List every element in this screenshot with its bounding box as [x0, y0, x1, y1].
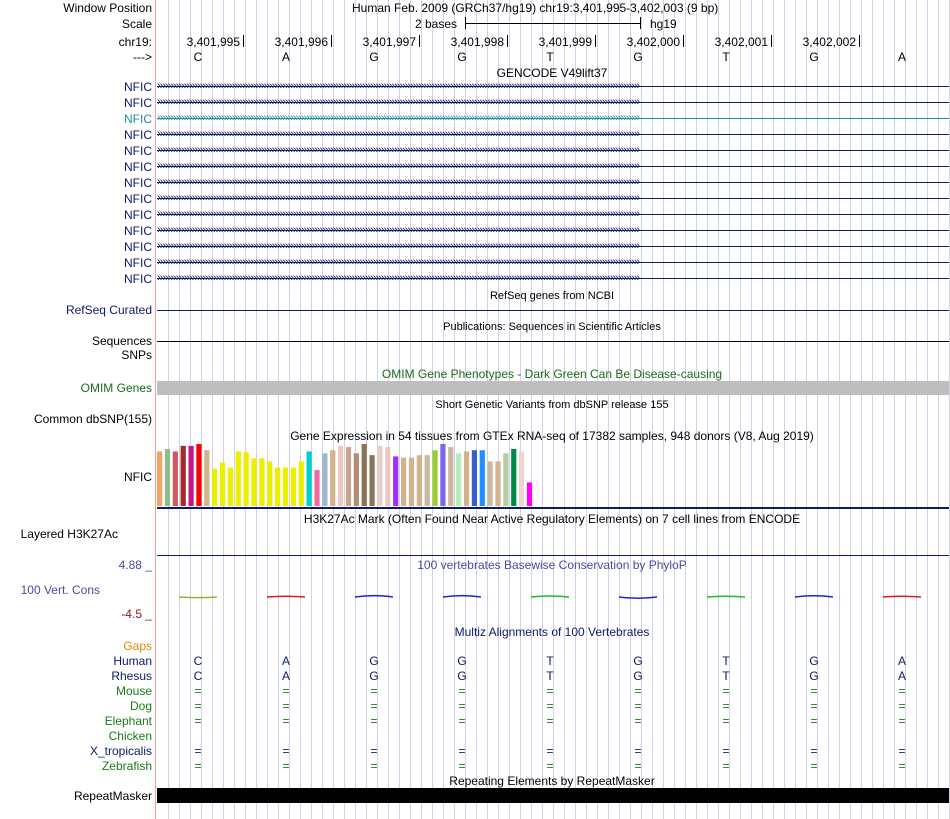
ruler-position-label: 3,401,996: [274, 35, 328, 49]
alignment-base: A: [897, 669, 906, 683]
alignment-base: T: [546, 654, 554, 668]
ruler-base: T: [722, 50, 730, 64]
gencode-strand-arrows[interactable]: ›››››››››››››››››››››››››››››››››››››››››››››››››››››››››››››››››››››››››››››››››››››››››››››››››››››››››››››››››››››››››››››››››››››››››››››››››››››››››››››››››››››››››››››››››››››: [157, 112, 640, 124]
alignment-base: =: [546, 699, 554, 713]
phylop-label[interactable]: 100 Vert. Cons: [20, 583, 100, 597]
alignment-base: T: [546, 669, 554, 683]
gencode-strand-arrows[interactable]: ›››››››››››››››››››››››››››››››››››››››››››››››››››››››››››››››››››››››››››››››››››››››››››››››››››››››››››››››››››››››››››››››››››››››››››››››››››››››››››››››››››››››››››››››››››››: [157, 256, 640, 268]
gtex-title: Gene Expression in 54 tissues from GTEx RNA-seq of 17382 samples, 948 donors (V8, Aug 2019): [290, 429, 814, 443]
strand-label: --->: [133, 50, 152, 64]
snps-label[interactable]: SNPs: [121, 348, 152, 362]
alignment-base: G: [457, 669, 467, 683]
h3k27ac-label[interactable]: Layered H3K27Ac: [20, 527, 118, 541]
refseq-title: RefSeq genes from NCBI: [489, 290, 615, 302]
alignment-base: =: [810, 744, 818, 758]
ruler-position-label: 3,401,999: [538, 35, 592, 49]
refseq-line: [157, 310, 949, 311]
gencode-gene-label[interactable]: NFIC: [124, 240, 152, 254]
alignment-base: =: [282, 744, 290, 758]
alignment-base: =: [634, 744, 642, 758]
alignment-base: =: [282, 759, 290, 773]
alignment-base: T: [722, 669, 730, 683]
ruler-tick: [683, 35, 684, 47]
ruler-base: G: [633, 50, 643, 64]
gencode-title: GENCODE V49lift37: [496, 66, 608, 80]
alignment-base: A: [281, 654, 290, 668]
alignment-base: =: [634, 759, 642, 773]
ruler-tick: [243, 35, 244, 47]
alignment-base: A: [897, 654, 906, 668]
scale-bar-right-tick: [640, 17, 641, 29]
alignment-base: =: [370, 744, 378, 758]
alignment-base: G: [633, 654, 643, 668]
alignment-base: =: [898, 714, 906, 728]
alignment-base: =: [458, 684, 466, 698]
alignment-base: =: [282, 699, 290, 713]
alignment-base: =: [722, 714, 730, 728]
species-label[interactable]: Zebrafish: [101, 759, 152, 773]
alignment-base: A: [281, 669, 290, 683]
gencode-strand-arrows[interactable]: ›››››››››››››››››››››››››››››››››››››››››››››››››››››››››››››››››››››››››››››››››››››››››››››››››››››››››››››››››››››››››››››››››››››››››››››››››››››››››››››››››››››››››››››››››››››: [157, 208, 640, 220]
alignment-base: =: [194, 714, 202, 728]
alignment-base: =: [458, 699, 466, 713]
gencode-gene-label[interactable]: NFIC: [124, 144, 152, 158]
species-label[interactable]: Rhesus: [111, 669, 152, 683]
alignment-base: =: [194, 744, 202, 758]
ruler-base: A: [281, 50, 290, 64]
species-label[interactable]: Chicken: [108, 729, 152, 743]
ruler-position-label: 3,401,998: [450, 35, 504, 49]
ruler-position-label: 3,402,002: [802, 35, 856, 49]
assembly-name: hg19: [650, 17, 677, 31]
publications-title: Publications: Sequences in Scientific Articles: [443, 321, 661, 333]
alignment-base: =: [898, 699, 906, 713]
alignment-base: G: [809, 669, 819, 683]
ruler-base: G: [369, 50, 379, 64]
gtex-label[interactable]: NFIC: [124, 470, 152, 484]
alignment-base: =: [634, 684, 642, 698]
gencode-gene-label[interactable]: NFIC: [124, 208, 152, 222]
species-label[interactable]: Elephant: [104, 714, 152, 728]
scale-bar-text: 2 bases: [415, 17, 458, 31]
ruler-base: C: [193, 50, 203, 64]
alignment-base: =: [282, 714, 290, 728]
alignment-base: =: [370, 714, 378, 728]
gencode-strand-arrows[interactable]: ›››››››››››››››››››››››››››››››››››››››››››››››››››››››››››››››››››››››››››››››››››››››››››››››››››››››››››››››››››››››››››››››››››››››››››››››››››››››››››››››››››››››››››››››››››››: [157, 224, 640, 236]
gencode-strand-arrows[interactable]: ›››››››››››››››››››››››››››››››››››››››››››››››››››››››››››››››››››››››››››››››››››››››››››››››››››››››››››››››››››››››››››››››››››››››››››››››››››››››››››››››››››››››››››››››››››››: [157, 128, 640, 140]
ruler-base: G: [809, 50, 819, 64]
alignment-base: =: [194, 759, 202, 773]
gencode-strand-arrows[interactable]: ›››››››››››››››››››››››››››››››››››››››››››››››››››››››››››››››››››››››››››››››››››››››››››››››››››››››››››››››››››››››››››››››››››››››››››››››››››››››››››››››››››››››››››››››››››››: [157, 192, 640, 204]
omim-label[interactable]: OMIM Genes: [80, 381, 152, 395]
species-label[interactable]: Dog: [129, 699, 152, 713]
alignment-base: =: [634, 714, 642, 728]
alignment-base: G: [369, 654, 379, 668]
window-position-label: Window Position: [63, 1, 152, 15]
phylop-title: 100 vertebrates Basewise Conservation by PhyloP: [417, 558, 687, 572]
alignment-base: =: [194, 699, 202, 713]
alignment-base: =: [722, 684, 730, 698]
alignment-base: C: [193, 669, 203, 683]
gtex-baseline: [157, 507, 949, 509]
scale-bar: [465, 23, 641, 24]
dbsnp-label[interactable]: Common dbSNP(155): [33, 412, 152, 426]
ruler-base: A: [897, 50, 906, 64]
ruler-position-label: 3,402,000: [626, 35, 680, 49]
alignment-base: =: [546, 684, 554, 698]
gencode-strand-arrows[interactable]: ›››››››››››››››››››››››››››››››››››››››››››››››››››››››››››››››››››››››››››››››››››››››››››››››››››››››››››››››››››››››››››››››››››››››››››››››››››››››››››››››››››››››››››››››››››››: [157, 240, 640, 252]
alignment-base: G: [369, 669, 379, 683]
alignment-base: =: [546, 714, 554, 728]
publications-line: [157, 341, 949, 342]
alignment-base: G: [809, 654, 819, 668]
gencode-gene-label[interactable]: NFIC: [124, 128, 152, 142]
ruler-position-label: 3,401,997: [362, 35, 416, 49]
alignment-base: G: [457, 654, 467, 668]
phylop-min-label: -4.5 _: [121, 607, 152, 621]
gencode-gene-label[interactable]: NFIC: [124, 256, 152, 270]
alignment-base: =: [634, 699, 642, 713]
ruler-tick: [331, 35, 332, 47]
gaps-label: Gaps: [123, 639, 152, 653]
alignment-base: =: [458, 759, 466, 773]
gencode-gene-label[interactable]: NFIC: [124, 80, 152, 94]
publications-label[interactable]: Sequences: [91, 334, 152, 348]
species-label[interactable]: Mouse: [115, 684, 152, 698]
alignment-base: =: [370, 684, 378, 698]
ruler-position-label: 3,402,001: [714, 35, 768, 49]
alignment-base: =: [810, 699, 818, 713]
gencode-gene-label[interactable]: NFIC: [124, 96, 152, 110]
alignment-base: =: [546, 759, 554, 773]
h3k27ac-line: [157, 555, 949, 556]
repeatmasker-title: Repeating Elements by RepeatMasker: [449, 774, 655, 788]
multiz-title: Multiz Alignments of 100 Vertebrates: [454, 625, 650, 639]
gencode-gene-label[interactable]: NFIC: [124, 160, 152, 174]
dbsnp-title: Short Genetic Variants from dbSNP release 155: [435, 399, 669, 411]
alignment-base: =: [722, 759, 730, 773]
repeatmasker-label[interactable]: RepeatMasker: [73, 789, 152, 803]
ruler-tick: [771, 35, 772, 47]
gencode-strand-arrows[interactable]: ›››››››››››››››››››››››››››››››››››››››››››››››››››››››››››››››››››››››››››››››››››››››››››››››››››››››››››››››››››››››››››››››››››››››››››››››››››››››››››››››››››››››››››››››››››››: [157, 272, 640, 284]
ruler-tick: [507, 35, 508, 47]
alignment-base: =: [458, 744, 466, 758]
gencode-strand-arrows[interactable]: ›››››››››››››››››››››››››››››››››››››››››››››››››››››››››››››››››››››››››››››››››››››››››››››››››››››››››››››››››››››››››››››››››››››››››››››››››››››››››››››››››››››››››››››››››››››: [157, 80, 640, 92]
omim-title: OMIM Gene Phenotypes - Dark Green Can Be Disease-causing: [381, 367, 723, 381]
species-label[interactable]: Human: [113, 654, 152, 668]
gencode-strand-arrows[interactable]: ›››››››››››››››››››››››››››››››››››››››››››››››››››››››››››››››››››››››››››››››››››››››››››››››››››››››››››››››››››››››››››››››››››››››››››››››››››››››››››››››››››››››››››››››››››››: [157, 144, 640, 156]
alignment-base: =: [810, 714, 818, 728]
omim-feature-bar[interactable]: [157, 381, 949, 395]
alignment-base: =: [546, 744, 554, 758]
gencode-strand-arrows[interactable]: ›››››››››››››››››››››››››››››››››››››››››››››››››››››››››››››››››››››››››››››››››››››››››››››››››››››››››››››››››››››››››››››››››››››››››››››››››››››››››››››››››››››››››››››››››››››: [157, 176, 640, 188]
ruler-base: G: [457, 50, 467, 64]
gencode-strand-arrows[interactable]: ›››››››››››››››››››››››››››››››››››››››››››››››››››››››››››››››››››››››››››››››››››››››››››››››››››››››››››››››››››››››››››››››››››››››››››››››››››››››››››››››››››››››››››››››››››››: [157, 160, 640, 172]
alignment-base: =: [282, 684, 290, 698]
alignment-base: T: [722, 654, 730, 668]
gencode-gene-label[interactable]: NFIC: [124, 224, 152, 238]
ruler-base: T: [546, 50, 554, 64]
alignment-base: =: [898, 684, 906, 698]
alignment-base: =: [722, 744, 730, 758]
ruler-tick: [419, 35, 420, 47]
gencode-strand-arrows[interactable]: ›››››››››››››››››››››››››››››››››››››››››››››››››››››››››››››››››››››››››››››››››››››››››››››››››››››››››››››››››››››››››››››››››››››››››››››››››››››››››››››››››››››››››››››››››››››: [157, 96, 640, 108]
alignment-base: =: [370, 759, 378, 773]
ruler-tick: [859, 35, 860, 47]
ruler-tick: [595, 35, 596, 47]
scale-label: Scale: [121, 17, 152, 31]
refseq-label[interactable]: RefSeq Curated: [65, 303, 152, 317]
phylop-max-label: 4.88 _: [118, 558, 152, 572]
h3k27ac-title: H3K27Ac Mark (Often Found Near Active Regulatory Elements) on 7 cell lines from ENCODE: [303, 512, 801, 526]
alignment-base: =: [722, 699, 730, 713]
alignment-base: =: [194, 684, 202, 698]
alignment-base: =: [898, 759, 906, 773]
species-label[interactable]: X_tropicalis: [89, 744, 152, 758]
gencode-gene-label[interactable]: NFIC: [124, 176, 152, 190]
alignment-base: G: [633, 669, 643, 683]
window-position-value: Human Feb. 2009 (GRCh37/hg19) chr19:3,401,995-3,402,003 (9 bp): [352, 1, 719, 15]
alignment-base: =: [898, 744, 906, 758]
alignment-base: C: [193, 654, 203, 668]
alignment-base: =: [810, 684, 818, 698]
gencode-gene-label[interactable]: NFIC: [124, 272, 152, 286]
alignment-base: =: [458, 714, 466, 728]
gencode-gene-label[interactable]: NFIC: [124, 112, 152, 126]
ruler-position-label: 3,401,995: [186, 35, 240, 49]
scale-bar-left-tick: [465, 17, 466, 29]
gencode-gene-label[interactable]: NFIC: [124, 192, 152, 206]
chrom-label: chr19:: [118, 35, 152, 49]
alignment-base: =: [370, 699, 378, 713]
alignment-base: =: [810, 759, 818, 773]
repeatmasker-feature-bar[interactable]: [157, 788, 949, 803]
